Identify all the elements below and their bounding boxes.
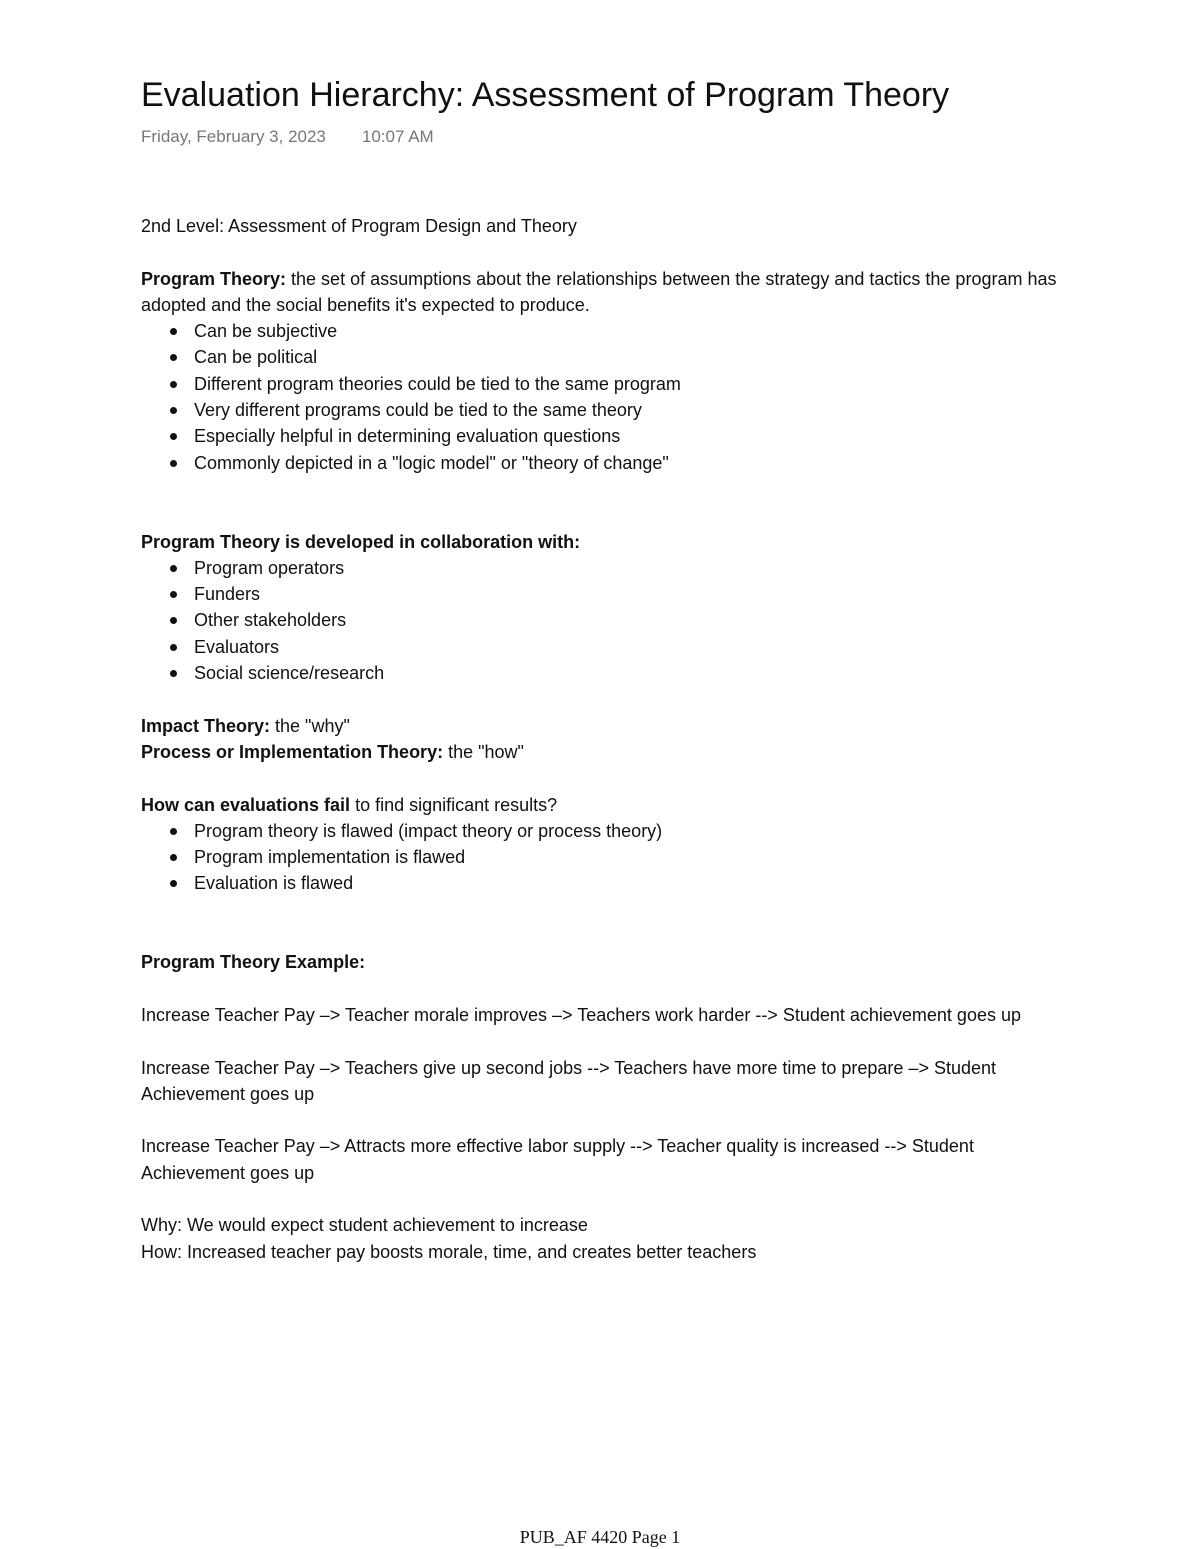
bullet-icon <box>170 828 177 835</box>
bullet-icon <box>170 644 177 651</box>
example-heading: Program Theory Example: <box>141 952 366 973</box>
collaboration-list <box>141 555 1061 686</box>
bullet-icon <box>170 354 177 361</box>
list-item: Very different programs could be tied to the same theory <box>141 397 1061 423</box>
bullet-icon <box>170 565 177 572</box>
failure-list <box>141 818 1061 897</box>
collaboration-heading: Program Theory is developed in collaboration with: <box>141 531 581 552</box>
list-item: Program operators <box>141 555 1061 581</box>
page-footer: PUB_AF 4420 Page 1 <box>519 1527 681 1547</box>
program-theory-term: Program Theory: <box>141 268 287 289</box>
example-chain: Increase Teacher Pay –> Teachers give up second jobs --> Teachers have more time to prepare –> Student Achievement goes up <box>141 1057 997 1104</box>
bullet-icon <box>170 433 177 440</box>
page-content <box>141 213 1061 1265</box>
page-date: Friday, February 3, 2023 <box>141 127 326 146</box>
list-item: Especially helpful in determining evaluation questions <box>141 423 1061 449</box>
bullet-icon <box>170 854 177 861</box>
list-item: Social science/research <box>141 660 1061 686</box>
example-chain: Increase Teacher Pay –> Teacher morale improves –> Teachers work harder --> Student achievement goes up <box>141 1004 1021 1025</box>
how-line: How: Increased teacher pay boosts morale, time, and creates better teachers <box>141 1241 757 1262</box>
page-title: Evaluation Hierarchy: Assessment of Program Theory <box>141 76 950 114</box>
list-item: Commonly depicted in a "logic model" or "theory of change" <box>141 450 1061 476</box>
list-item: Other stakeholders <box>141 607 1061 633</box>
page-meta <box>141 127 434 147</box>
bullet-icon <box>170 407 177 414</box>
bullet-icon <box>170 460 177 467</box>
list-item: Program theory is flawed (impact theory or process theory) <box>141 818 1061 844</box>
example-chain: Increase Teacher Pay –> Attracts more effective labor supply --> Teacher quality is increased --> Student Achievement goes up <box>141 1136 974 1183</box>
process-theory-term: Process or Implementation Theory: <box>141 741 444 762</box>
list-item: Can be political <box>141 344 1061 370</box>
page-time: 10:07 AM <box>361 127 434 146</box>
program-theory-points <box>141 318 1061 476</box>
list-item: Funders <box>141 581 1061 607</box>
bullet-icon <box>170 617 177 624</box>
bullet-icon <box>170 381 177 388</box>
impact-theory-line: Impact Theory: the "why" <box>141 715 350 736</box>
program-theory-definition <box>141 266 1061 319</box>
list-item: Can be subjective <box>141 318 1061 344</box>
bullet-icon <box>170 591 177 598</box>
failure-question: How can evaluations fail to find significant results? <box>141 794 558 815</box>
why-line: Why: We would expect student achievement to increase <box>141 1215 588 1236</box>
impact-theory-term: Impact Theory: <box>141 715 271 736</box>
list-item: Evaluation is flawed <box>141 870 1061 896</box>
process-theory-line: Process or Implementation Theory: the "how" <box>141 741 524 762</box>
list-item: Evaluators <box>141 634 1061 660</box>
program-theory-text: the set of assumptions about the relationships between the strategy and tactics the program has adopted and the social benefits it's expected to produce. <box>141 268 1057 315</box>
bullet-icon <box>170 880 177 887</box>
level-heading: 2nd Level: Assessment of Program Design and Theory <box>141 216 577 236</box>
failure-term: How can evaluations fail <box>141 794 351 815</box>
list-item: Different program theories could be tied to the same program <box>141 371 1061 397</box>
bullet-icon <box>170 328 177 335</box>
list-item: Program implementation is flawed <box>141 844 1061 870</box>
bullet-icon <box>170 670 177 677</box>
